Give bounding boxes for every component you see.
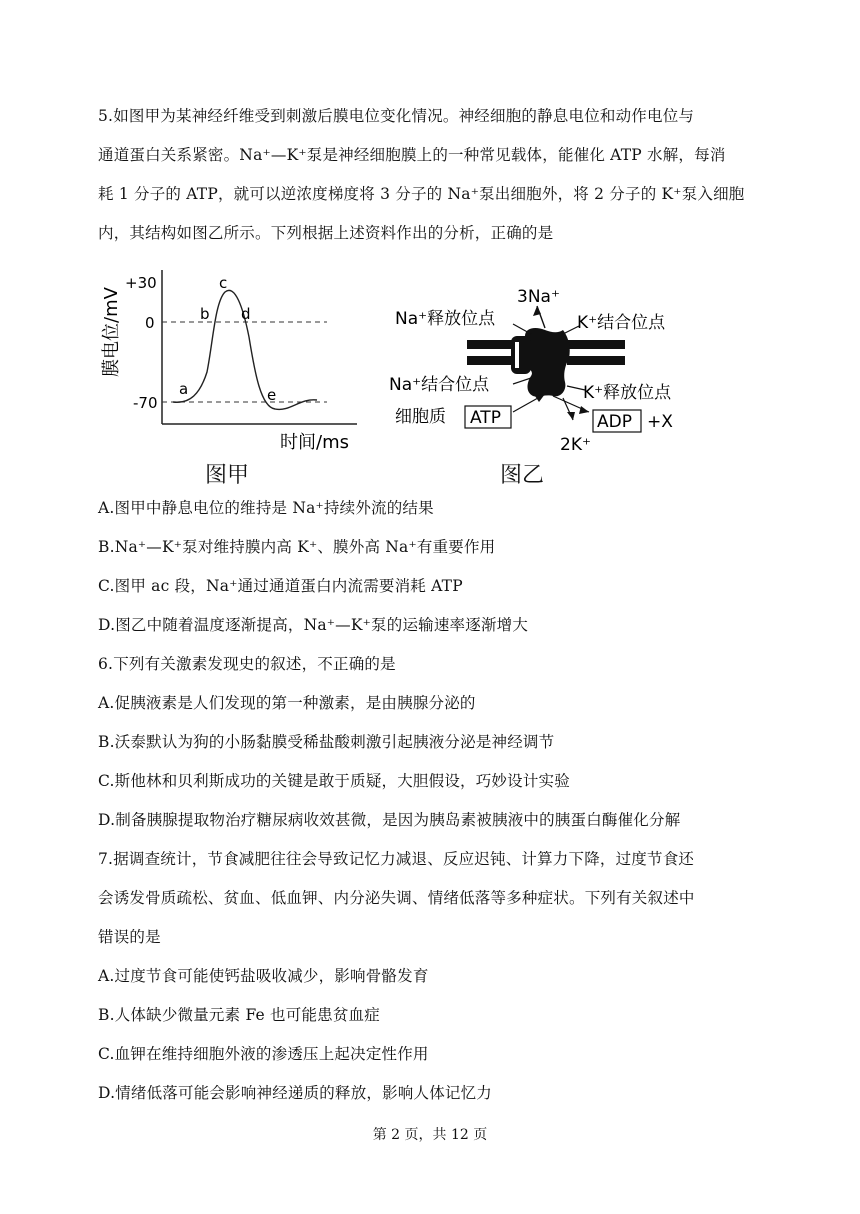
figure-jia-tick-0: 0 (145, 314, 155, 332)
q5-option-d: D.图乙中随着温度逐渐提高，Na⁺—K⁺泵的运输速率逐渐增大 (98, 616, 529, 634)
figure-jia-graph (95, 262, 375, 462)
q6-option-a: A.促胰液素是人们发现的第一种激素，是由胰腺分泌的 (98, 694, 476, 712)
q5-stem-line-4: 内，其结构如图乙所示。下列根据上述资料作出的分析，正确的是 (98, 224, 554, 242)
q6-option-b: B.沃泰默认为狗的小肠黏膜受稀盐酸刺激引起胰液分泌是神经调节 (98, 733, 555, 751)
q7-option-b: B.人体缺少微量元素 Fe 也可能患贫血症 (98, 1006, 380, 1024)
figure-yi-label-2k: 2K⁺ (560, 435, 591, 455)
q5-stem-line-1: 5.如图甲为某神经纤维受到刺激后膜电位变化情况。神经细胞的静息电位和动作电位与 (98, 107, 695, 125)
q6-option-c: C.斯他林和贝利斯成功的关键是敢于质疑，大胆假设，巧妙设计实验 (98, 772, 570, 790)
q7-option-a: A.过度节食可能使钙盐吸收减少，影响骨骼发育 (98, 967, 429, 985)
q6-option-d: D.制备胰腺提取物治疗糖尿病收效甚微，是因为胰岛素被胰液中的胰蛋白酶催化分解 (98, 811, 681, 829)
q5-option-b: B.Na⁺—K⁺泵对维持膜内高 K⁺、膜外高 Na⁺有重要作用 (98, 538, 496, 556)
figure-jia-ylabel: 膜电位/mV (101, 287, 122, 377)
figure-yi-label-x: +X (647, 412, 673, 432)
figure-jia-point-e: e (267, 386, 277, 404)
figure-yi-label-3na: 3Na⁺ (517, 287, 560, 307)
q6-stem: 6.下列有关激素发现史的叙述，不正确的是 (98, 655, 396, 673)
figure-yi-label-cytoplasm: 细胞质 (395, 407, 446, 427)
q7-option-d: D.情绪低落可能会影响神经递质的释放，影响人体记忆力 (98, 1084, 493, 1102)
figure-jia-tick-30: +30 (125, 274, 157, 292)
figure-yi-label-k-release: K⁺释放位点 (583, 383, 672, 403)
q7-stem-line-3: 错误的是 (98, 928, 161, 946)
figure-yi-diagram (385, 278, 715, 458)
q5-option-a: A.图甲中静息电位的维持是 Na⁺持续外流的结果 (98, 499, 434, 517)
q7-stem-line-2: 会诱发骨质疏松、贫血、低血钾、内分泌失调、情绪低落等多种症状。下列有关叙述中 (98, 889, 695, 907)
figure-yi-label-na-bind: Na⁺结合位点 (389, 375, 490, 395)
figure-yi-label-k-bind: K⁺结合位点 (577, 313, 666, 333)
figure-jia-xlabel: 时间/ms (280, 432, 349, 453)
q5-option-c: C.图甲 ac 段，Na⁺通过通道蛋白内流需要消耗 ATP (98, 577, 463, 595)
figure-yi-label-atp: ATP (470, 408, 501, 428)
q5-stem-line-2: 通道蛋白关系紧密。Na⁺—K⁺泵是神经细胞膜上的一种常见载体，能催化 ATP 水解，每消 (98, 146, 726, 164)
figure-yi-label-na-release: Na⁺释放位点 (395, 309, 496, 329)
figure-jia-point-a: a (179, 380, 189, 398)
figure-yi-caption: 图乙 (500, 463, 545, 488)
q7-stem-line-1: 7.据调查统计，节食减肥往往会导致记忆力减退、反应迟钝、计算力下降，过度节食还 (98, 850, 695, 868)
q7-option-c: C.血钾在维持细胞外液的渗透压上起决定性作用 (98, 1045, 429, 1063)
figure-jia-caption: 图甲 (205, 463, 250, 488)
figure-jia-tick-70: -70 (133, 394, 158, 412)
figure-jia-point-c: c (219, 274, 228, 292)
page-footer: 第 2 页，共 12 页 (372, 1127, 488, 1143)
q5-stem-line-3: 耗 1 分子的 ATP，就可以逆浓度梯度将 3 分子的 Na⁺泵出细胞外，将 2 分子的 K⁺泵入细胞 (98, 185, 745, 203)
figure-yi-label-adp: ADP (597, 412, 632, 432)
figure-jia-point-b: b (200, 305, 210, 323)
figure-jia-point-d: d (241, 305, 251, 323)
